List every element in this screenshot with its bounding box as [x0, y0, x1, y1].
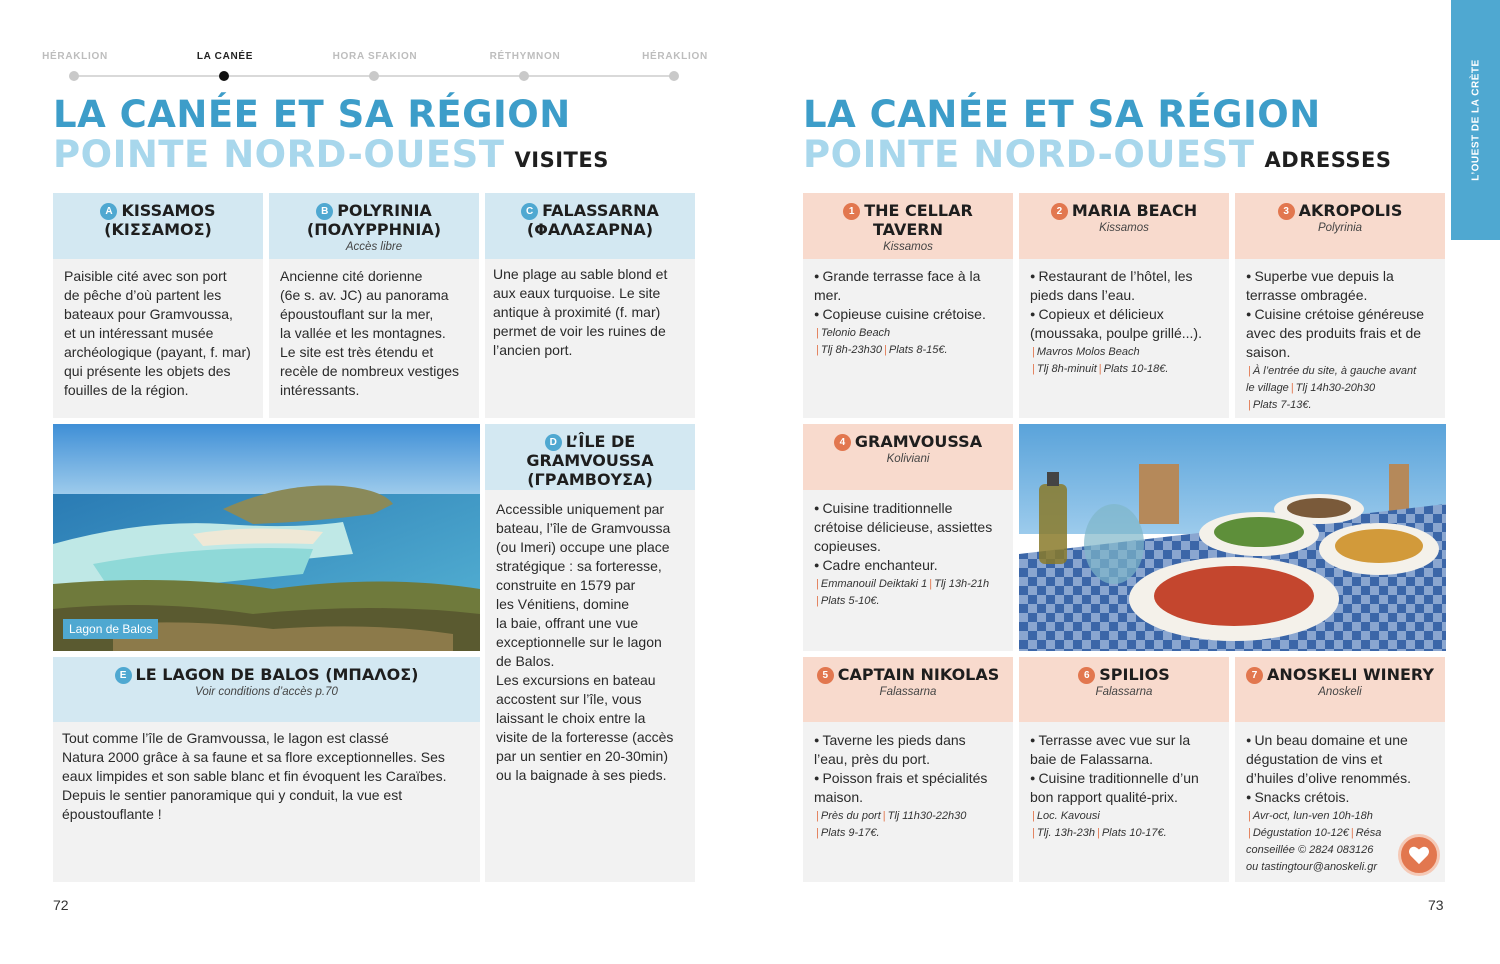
practical-info: | Telonio Beach | Tlj 8h-23h30 | Plats 8-15€.	[816, 327, 948, 356]
card-body: ● Cuisine traditionnelle crétoise délicieuse, assiettes copieuses. ● Cadre enchanteur. | Emmanouil Deiktaki 1 | Tlj 13h-21h | Plats 5-10€.	[803, 499, 1013, 610]
card-title-line2: TAVERN	[873, 220, 943, 239]
heart-icon[interactable]	[1398, 834, 1440, 876]
card-title: C FALASSARNA	[485, 201, 695, 220]
section-label-visites: VISITES	[514, 148, 609, 172]
nav-item-heraklion-end[interactable]: HÉRAKLION	[642, 51, 708, 62]
letter-badge: D	[545, 434, 562, 451]
practical-info: | Emmanouil Deiktaki 1 | Tlj 13h-21h | Plats 5-10€.	[816, 578, 990, 607]
card-body: Paisible cité avec son port de pêche d’où partent les bateaux pour Gramvoussa, et un intéressant musée archéologique (payant, f. mar) qui présente les objets des fouilles de la région.	[64, 268, 251, 398]
card-title-greek: (ΠΟΛΥΡΡΗΝΙΑ)	[306, 220, 442, 239]
card-title: B POLYRINIA	[269, 201, 479, 220]
card-location: Falassarna	[1095, 686, 1153, 698]
letter-badge: A	[100, 203, 117, 220]
card-location: Kissamos	[1099, 222, 1149, 234]
card-body: Une plage au sable blond et aux eaux turquoise. Le site antique à proximité (f. mar) permet de voir les ruines de l’ancien port.	[493, 266, 668, 358]
card-body: ● Grande terrasse face à la mer. ● Copieuse cuisine crétoise. | Telonio Beach | Tlj 8h-23h30 | Plats 8-15€.	[803, 267, 1013, 359]
page-title-right: LA CANÉE ET SA RÉGION	[803, 93, 1321, 136]
card-body: ● Terrasse avec vue sur la baie de Falassarna. ● Cuisine traditionnelle d’un bon rapport qualité-prix. | Loc. Kavousi | Tlj. 13h-23h | Plats 10-17€.	[1019, 731, 1229, 842]
card-header	[485, 424, 695, 490]
card-header	[1019, 657, 1229, 722]
card-subtitle: Accès libre	[345, 241, 403, 253]
lagoon-illustration	[53, 424, 480, 651]
visit-card-gramvoussa	[485, 424, 695, 882]
card-location: Koliviani	[886, 453, 930, 465]
card-body: ● Restaurant de l’hôtel, les pieds dans l’eau. ● Copieux et délicieux (moussaka, poulpe grillé...). | Mavros Molos Beach | Tlj 8h-minuit | Plats 10-18€.	[1019, 267, 1229, 378]
card-body: ● Taverne les pieds dans l’eau, près du port. ● Poisson frais et spécialités maison. | Près du port | Tlj 11h30-22h30 | Plats 9-17€.	[803, 731, 1013, 842]
card-title: A KISSAMOS	[53, 201, 263, 220]
nav-dot	[369, 71, 379, 81]
visit-card-kissamos	[53, 193, 263, 418]
number-badge: 2	[1051, 203, 1068, 220]
card-header	[1235, 657, 1445, 722]
visit-card-balos	[53, 657, 480, 882]
practical-info: | Loc. Kavousi | Tlj. 13h-23h | Plats 10-17€.	[1032, 810, 1167, 839]
nav-dot-active	[219, 71, 229, 81]
card-title: 3 AKROPOLIS	[1235, 201, 1445, 220]
card-header	[1235, 193, 1445, 259]
card-title: 7 ANOSKELI WINERY	[1235, 665, 1445, 684]
nav-item-hora-sfakion[interactable]: HORA SFAKION	[332, 51, 418, 62]
card-title-greek: (ΚΙΣΣΑΜΟΣ)	[104, 220, 212, 239]
number-badge: 5	[817, 667, 834, 684]
number-badge: 1	[843, 203, 860, 220]
address-card-akropolis	[1235, 193, 1445, 418]
section-label-adresses: ADRESSES	[1264, 148, 1392, 172]
card-title: 1 THE CELLAR	[803, 201, 1013, 220]
card-body: ● Superbe vue depuis la terrasse ombragée. ● Cuisine crétoise généreuse avec des produits frais et de saison. | À l’entrée du site, à gauche avant le village | Tlj 14h30-20h30 | Plats 7-13€.	[1235, 267, 1445, 414]
card-title-greek: (ΓΡΑΜΒΟΥΣΑ)	[527, 470, 653, 489]
card-header	[803, 657, 1013, 722]
address-card-gramvoussa	[803, 424, 1013, 651]
card-title: D L’ÎLE DE	[485, 432, 695, 451]
card-header	[803, 424, 1013, 490]
nav-item-rethymnon[interactable]: RÉTHYMNON	[489, 51, 561, 62]
card-header	[53, 657, 480, 722]
number-badge: 7	[1246, 667, 1263, 684]
nav-dot	[69, 71, 79, 81]
card-body: Ancienne cité dorienne (6e s. av. JC) au panorama époustouflant sur la mer, la vallée et les montagnes. Le site est très étendu et recèle de nombreux vestiges intéressants.	[280, 268, 459, 398]
letter-badge: E	[115, 667, 132, 684]
visit-card-falassarna	[485, 193, 695, 418]
practical-info: | Mavros Molos Beach | Tlj 8h-minuit | Plats 10-18€.	[1032, 346, 1169, 375]
letter-badge: B	[316, 203, 333, 220]
chapter-tab-label: L’OUEST DE LA CRÈTE	[1470, 59, 1481, 181]
card-header	[1019, 193, 1229, 259]
card-body: Tout comme l’île de Gramvoussa, le lagon est classé Natura 2000 grâce à sa faune et sa flore exceptionnelles. Ses eaux limpides et son sable blanc et fin évoquent les Caraïbes. Depuis le sentier panoramique qui y conduit, la vue est époustouflante !	[62, 730, 447, 822]
card-title: E LE LAGON DE BALOS (ΜΠΑΛΟΣ)	[53, 665, 480, 684]
number-badge: 4	[834, 434, 851, 451]
nav-item-la-canee[interactable]: LA CANÉE	[196, 51, 254, 62]
number-badge: 3	[1278, 203, 1295, 220]
card-body: ● Un beau domaine et une dégustation de vins et d’huiles d’olive renommés. ● Snacks crétois. | Avr-oct, lun-ven 10h-18h | Dégustation 10-12€ | Résa conseillée © 2824 083126 ou tastingtour@anoskeli.gr	[1235, 731, 1445, 876]
address-card-the-cellar-tavern	[803, 193, 1013, 418]
card-location: Anoskeli	[1318, 686, 1362, 698]
number-badge: 6	[1078, 667, 1095, 684]
practical-info: | Avr-oct, lun-ven 10h-18h | Dégustation 10-12€ | Résa conseillée © 2824 083126 ou tastingtour@anoskeli.gr	[1246, 810, 1382, 873]
practical-info: | Près du port | Tlj 11h30-22h30 | Plats 9-17€.	[816, 810, 967, 839]
card-subtitle: Voir conditions d’accès p.70	[195, 686, 338, 698]
page-subtitle-right	[803, 133, 1392, 176]
address-card-captain-nikolas	[803, 657, 1013, 882]
page-number-left: 72	[53, 897, 69, 913]
cretan-food-photo	[1019, 424, 1446, 651]
visit-card-polyrinia	[269, 193, 479, 418]
practical-info: | À l’entrée du site, à gauche avant le village | Tlj 14h30-20h30 | Plats 7-13€.	[1246, 365, 1417, 411]
page-subtitle-left	[53, 133, 609, 176]
card-title-line2: GRAMVOUSSA	[526, 451, 654, 470]
card-header	[485, 193, 695, 259]
card-header	[269, 193, 479, 259]
card-title-greek: (ΦΑΛΑΣΑΡΝΑ)	[526, 220, 654, 239]
card-location: Polyrinia	[1317, 222, 1363, 234]
card-header	[803, 193, 1013, 259]
nav-dot	[669, 71, 679, 81]
region-subtitle: POINTE NORD-OUEST	[53, 133, 505, 176]
page-number-right: 73	[1428, 897, 1444, 913]
photo-caption: Lagon de Balos	[63, 619, 158, 639]
chapter-tab[interactable]	[1451, 0, 1500, 240]
address-card-spilios	[1019, 657, 1229, 882]
address-card-maria-beach	[1019, 193, 1229, 418]
balos-lagoon-photo	[53, 424, 480, 651]
card-location: Kissamos	[883, 241, 933, 253]
card-location: Falassarna	[879, 686, 937, 698]
region-subtitle: POINTE NORD-OUEST	[803, 133, 1255, 176]
page-title-left: LA CANÉE ET SA RÉGION	[53, 93, 571, 136]
card-header	[53, 193, 263, 259]
card-title: 4 GRAMVOUSSA	[803, 432, 1013, 451]
food-table-illustration	[1019, 424, 1446, 651]
heart-shape	[1408, 845, 1430, 865]
card-body: Accessible uniquement par bateau, l’île de Gramvoussa (ou Imeri) occupe une place stratégique : sa forteresse, construite en 1579 par les Vénitiens, domine la baie, offrant une vue exceptionnelle sur le lagon de Balos. Les excursions en bateau accostent sur l’île, vous laissant le choix entre la visite de la forteresse (accès par un sentier en 20-30min) ou la baignade à ses pieds.	[496, 501, 674, 783]
card-title: 6 SPILIOS	[1019, 665, 1229, 684]
nav-dot	[519, 71, 529, 81]
letter-badge: C	[521, 203, 538, 220]
nav-item-heraklion[interactable]: HÉRAKLION	[42, 51, 108, 62]
card-title: 2 MARIA BEACH	[1019, 201, 1229, 220]
card-title: 5 CAPTAIN NIKOLAS	[803, 665, 1013, 684]
